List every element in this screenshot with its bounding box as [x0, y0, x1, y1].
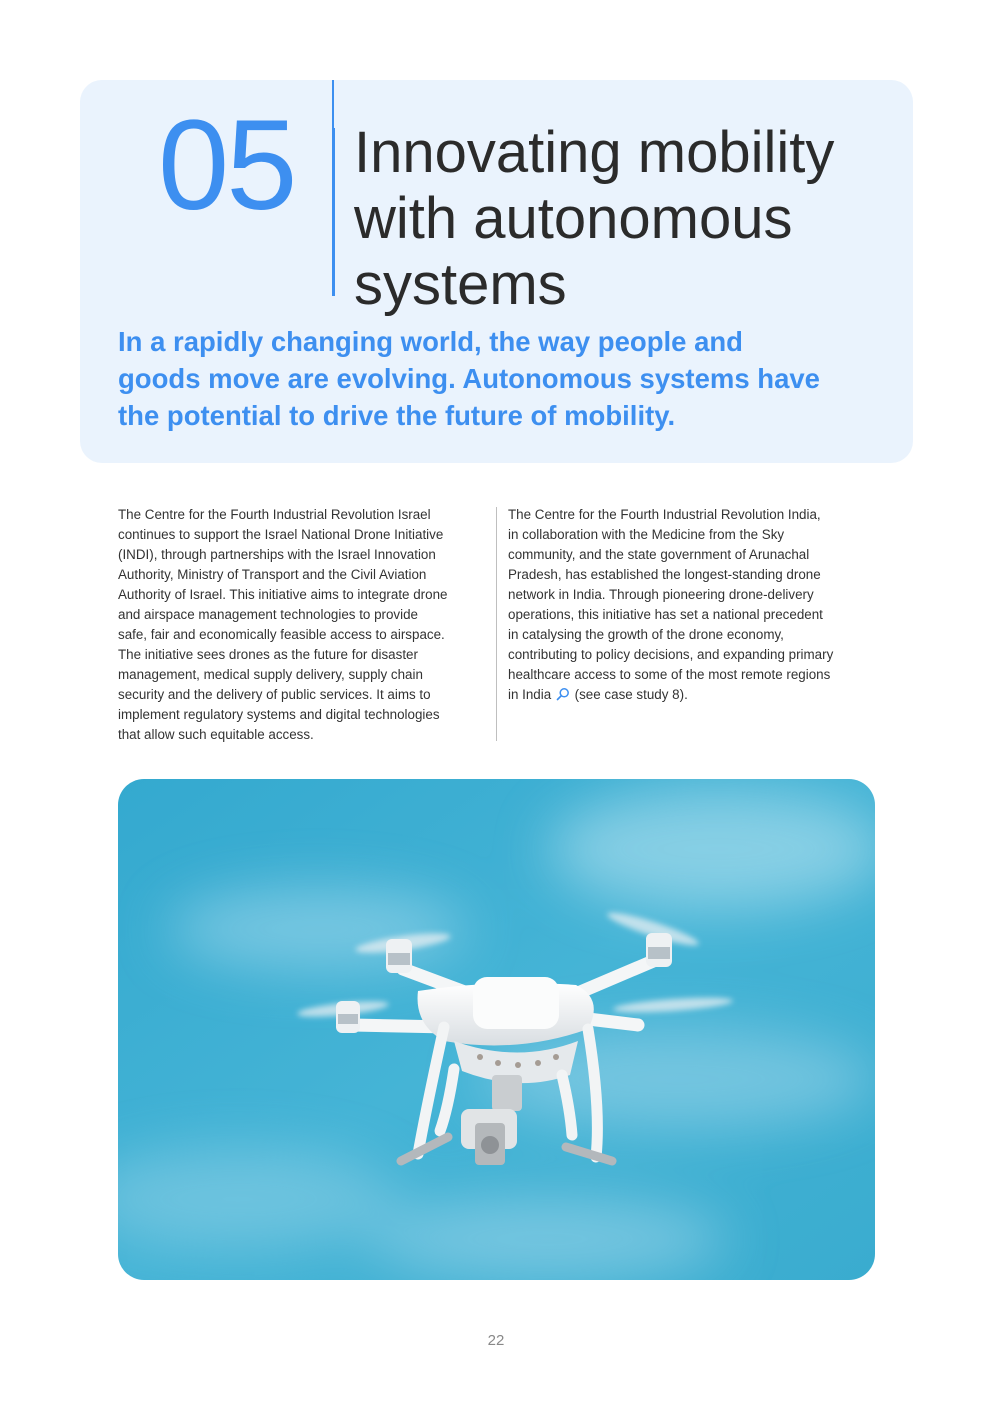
body-text: in India [508, 687, 552, 702]
page-number: 22 [487, 1332, 505, 1349]
body-line: Pradesh, has established the longest-standing drone [508, 567, 821, 582]
chapter-title [354, 120, 894, 318]
body-line: continues to support the Israel National Drone Initiative [118, 527, 444, 542]
body-line: safe, fair and economically feasible access to airspace. [118, 627, 445, 642]
body-line: healthcare access to some of the most remote regions [508, 667, 831, 682]
lead-paragraph [118, 323, 858, 434]
body-line: The Centre for the Fourth Industrial Revolution India, [508, 507, 821, 522]
body-line: community, and the state government of Arunachal [508, 547, 810, 562]
body-line: Authority of Israel. This initiative aims to integrate drone [118, 587, 448, 602]
body-line: and airspace management technologies to provide [118, 607, 418, 622]
body-line: network in India. Through pioneering drone-delivery [508, 587, 814, 602]
body-column-right [508, 505, 880, 705]
chapter-title-line-1: Innovating mobility [354, 120, 835, 185]
body-line: in catalysing the growth of the drone economy, [508, 627, 784, 642]
header-divider-top [332, 80, 334, 128]
magnifier-icon[interactable] [556, 687, 570, 701]
lead-line-2: goods move are evolving. Autonomous systems have [118, 363, 820, 394]
lead-line-1: In a rapidly changing world, the way people and [118, 326, 743, 357]
lead-line-3: the potential to drive the future of mobility. [118, 400, 676, 431]
chapter-title-line-2: with autonomous [354, 186, 793, 251]
body-line: that allow such equitable access. [118, 727, 314, 742]
body-line: implement regulatory systems and digital technologies [118, 707, 440, 722]
chapter-title-line-3: systems [354, 252, 567, 317]
body-line: in collaboration with the Medicine from the Sky [508, 527, 785, 542]
body-line: contributing to policy decisions, and expanding primary [508, 647, 834, 662]
body-line: (INDI), through partnerships with the Israel Innovation [118, 547, 436, 562]
body-line: Authority, Ministry of Transport and the Civil Aviation [118, 567, 427, 582]
drone-photo [118, 779, 875, 1280]
body-line-last [508, 685, 880, 705]
body-line: The initiative sees drones as the future for disaster [118, 647, 418, 662]
chapter-number: 05 [158, 94, 295, 237]
case-study-link[interactable]: (see case study 8). [574, 687, 688, 702]
column-divider [496, 507, 497, 741]
body-line: management, medical supply delivery, supply chain [118, 667, 423, 682]
header-divider [332, 128, 335, 296]
body-line: security and the delivery of public services. It aims to [118, 687, 431, 702]
body-column-left [118, 505, 490, 745]
body-line: operations, this initiative has set a national precedent [508, 607, 823, 622]
body-line: The Centre for the Fourth Industrial Revolution Israel [118, 507, 431, 522]
